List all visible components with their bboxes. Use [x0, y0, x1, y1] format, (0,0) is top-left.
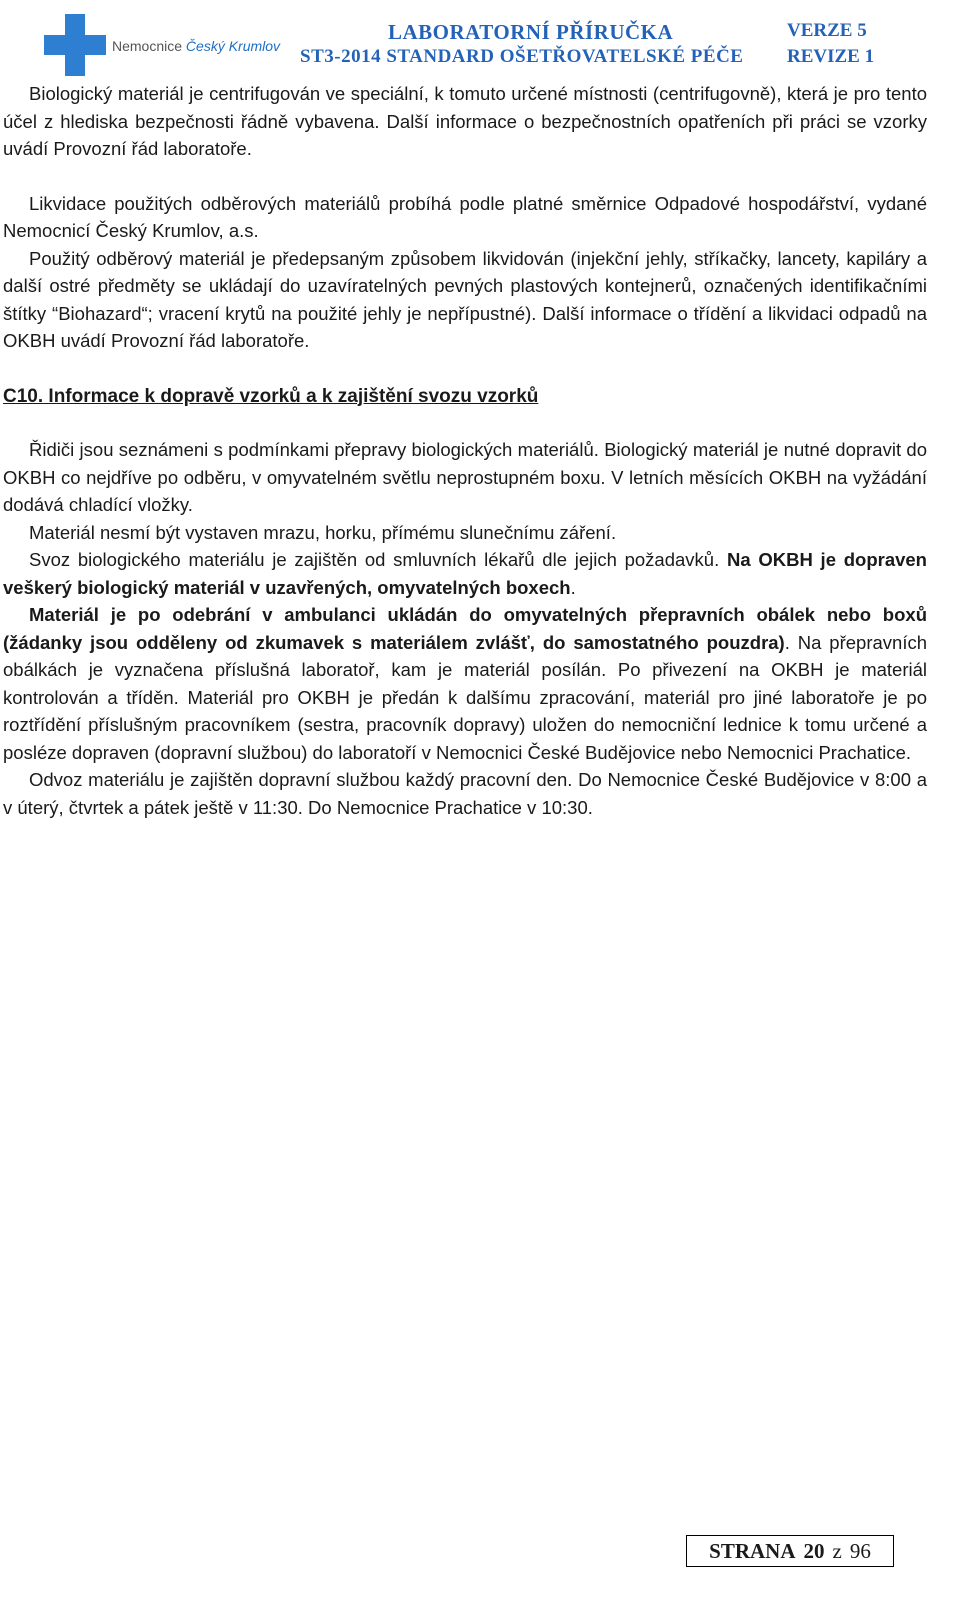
- section-heading-c10: [3, 383, 927, 411]
- paragraph-waste-disposal: Použitý odběrový materiál je předepsaným způsobem likvidován (injekční jehly, stříkačky, lancety, kapiláry a další ostré předměty se ukládají do uzavíratelných pevných plastových kontejnerů, označených identifikačními štítky “Biohazard“; vracení krytů na použité jehly je nepřípustné). Další informace o třídění a likvidaci odpadů na OKBH uvádí Provozní řád laboratoře.: [3, 247, 927, 351]
- logo-prefix: Nemocnice: [112, 38, 183, 54]
- hospital-cross-logo-icon: [44, 14, 106, 76]
- header-subtitle: ST3-2014 STANDARD OŠETŘOVATELSKÉ PÉČE: [300, 46, 744, 67]
- section-title: Informace k dopravě vzorků a k zajištění svozu vzorků: [48, 385, 539, 407]
- paragraph-transport-schedule: Odvoz materiálu je zajištěn dopravní službou každý pracovní den. Do Nemocnice České Budějovice v 8:00 a v úterý, čtvrtek a pátek ještě v 11:30. Do Nemocnice Prachatice v 10:30.: [3, 769, 927, 818]
- header-revision: REVIZE 1: [787, 46, 875, 67]
- paragraph-centrifugation: Biologický materiál je centrifugován ve speciální, k tomuto určené místnosti (centrifugovně), která je pro tento účel z hlediska bezpečnosti řádně vybavena. Další informace o bezpečnostních opatřeních při práci se vzorky uvádí Provozní řád laboratoře.: [3, 83, 927, 159]
- logo-brand: Český Krumlov: [185, 38, 281, 54]
- collection-end: .: [570, 576, 576, 598]
- paragraph-transport-packaging: [3, 601, 927, 766]
- document-body: [3, 80, 927, 821]
- packaging-bold-text: Materiál je po odebrání v ambulanci ukládán do omyvatelných přepravních obálek nebo boxů (žádanky jsou odděleny od zkumavek s materiálem zvlášť, do samostatného pouzdra): [3, 604, 927, 653]
- collection-text: Svoz biologického materiálu je zajištěn od smluvních lékařů dle jejich požadavků.: [29, 549, 720, 570]
- page-header: [0, 0, 960, 80]
- header-version: VERZE 5: [787, 20, 867, 41]
- paragraph-drivers: Řidiči jsou seznámeni s podmínkami přepravy biologických materiálů. Biologický materiál je nutné dopravit do OKBH co nejdříve po odběru, v omyvatelném světlu neprostupném boxu. V letních měsících OKBH na vyžádání dodává chladící vložky.: [3, 439, 927, 515]
- page-number-box: [686, 1535, 894, 1567]
- page-of: z: [832, 1538, 842, 1563]
- paragraph-waste-directive: Likvidace použitých odběrových materiálů probíhá podle platné směrnice Odpadové hospodářství, vydané Nemocnicí Český Krumlov, a.s.: [3, 192, 927, 241]
- hospital-logo-text: [112, 38, 280, 54]
- page-current: 20: [803, 1538, 825, 1563]
- header-title: LABORATORNÍ PŘÍRUČKA: [388, 20, 674, 44]
- page-label: STRANA: [709, 1538, 796, 1563]
- page-total: 96: [849, 1538, 871, 1563]
- section-number: C10.: [3, 385, 44, 407]
- paragraph-collection: [3, 546, 927, 601]
- collection-bold-text: Na OKBH je dopraven veškerý biologický materiál v uzavřených, omyvatelných boxech: [3, 549, 927, 598]
- packaging-text: . Na přepravních obálkách je vyznačena příslušná laboratoř, kam je materiál posílán. Po přivezení na OKBH je materiál kontrolován a tříděn. Materiál pro OKBH je předán k dalšímu zpracování, materiál pro jiné laboratoře je po roztřídění příslušným pracovníkem (sestra, pracovník dopravy) uložen do nemocniční lednice k tomu určené a posléze dopraven (dopravní službou) do laboratoří v Nemocnici České Budějovice nebo Nemocnici Prachatice.: [3, 631, 927, 763]
- paragraph-storage-conditions: Materiál nesmí být vystaven mrazu, horku, přímému slunečnímu záření.: [29, 521, 617, 543]
